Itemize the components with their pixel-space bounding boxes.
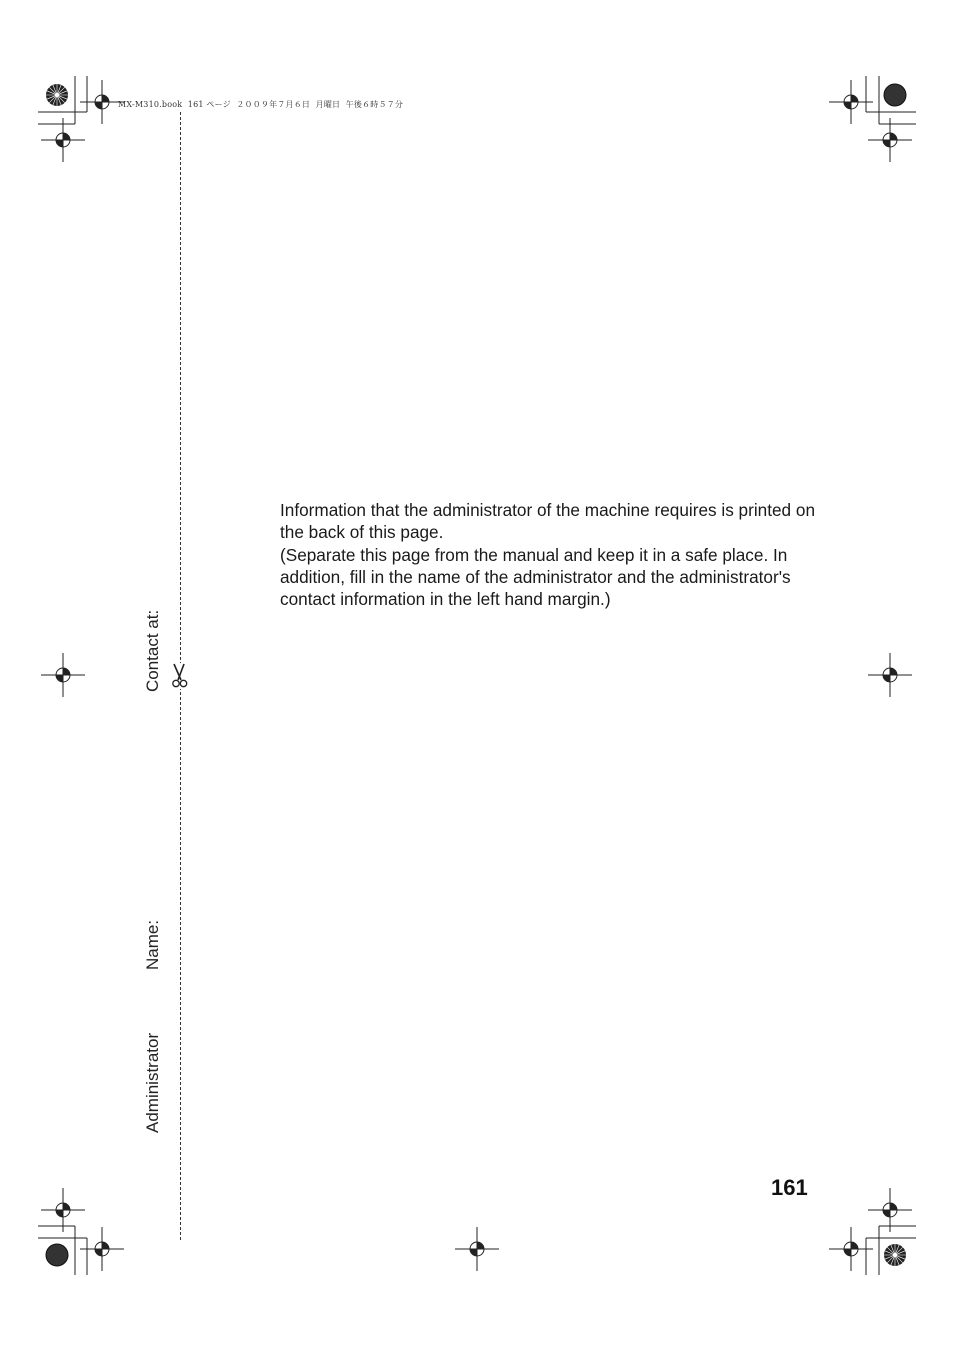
info-paragraph-2: (Separate this page from the manual and keep it in a safe place. In addition, fill in the name of the administrator and the administrator's contact information in the left hand margin.) xyxy=(280,544,791,610)
registration-mark-bottom-right xyxy=(829,1188,916,1275)
page-number: 161 xyxy=(771,1175,808,1200)
administrator-info-text xyxy=(280,499,840,610)
registration-mark-top-right xyxy=(829,76,916,162)
scissors-icon xyxy=(170,663,190,689)
registration-mark-top-left xyxy=(38,76,124,162)
contact-label: Contact at: xyxy=(143,609,162,692)
registration-mark-right-middle xyxy=(868,653,912,697)
registration-mark-bottom-left xyxy=(38,1188,124,1275)
registration-mark-bottom-center xyxy=(455,1227,499,1271)
administrator-label: Administrator xyxy=(143,1032,162,1133)
registration-mark-left-middle xyxy=(41,653,85,697)
info-paragraph-1: Information that the administrator of the machine requires is printed on the back of this page. xyxy=(280,500,816,543)
name-label: Name: xyxy=(143,919,162,970)
print-info-header: MX-M310.book 161 ページ ２００９年７月６日 月曜日 午後６時５７分 xyxy=(118,100,404,109)
